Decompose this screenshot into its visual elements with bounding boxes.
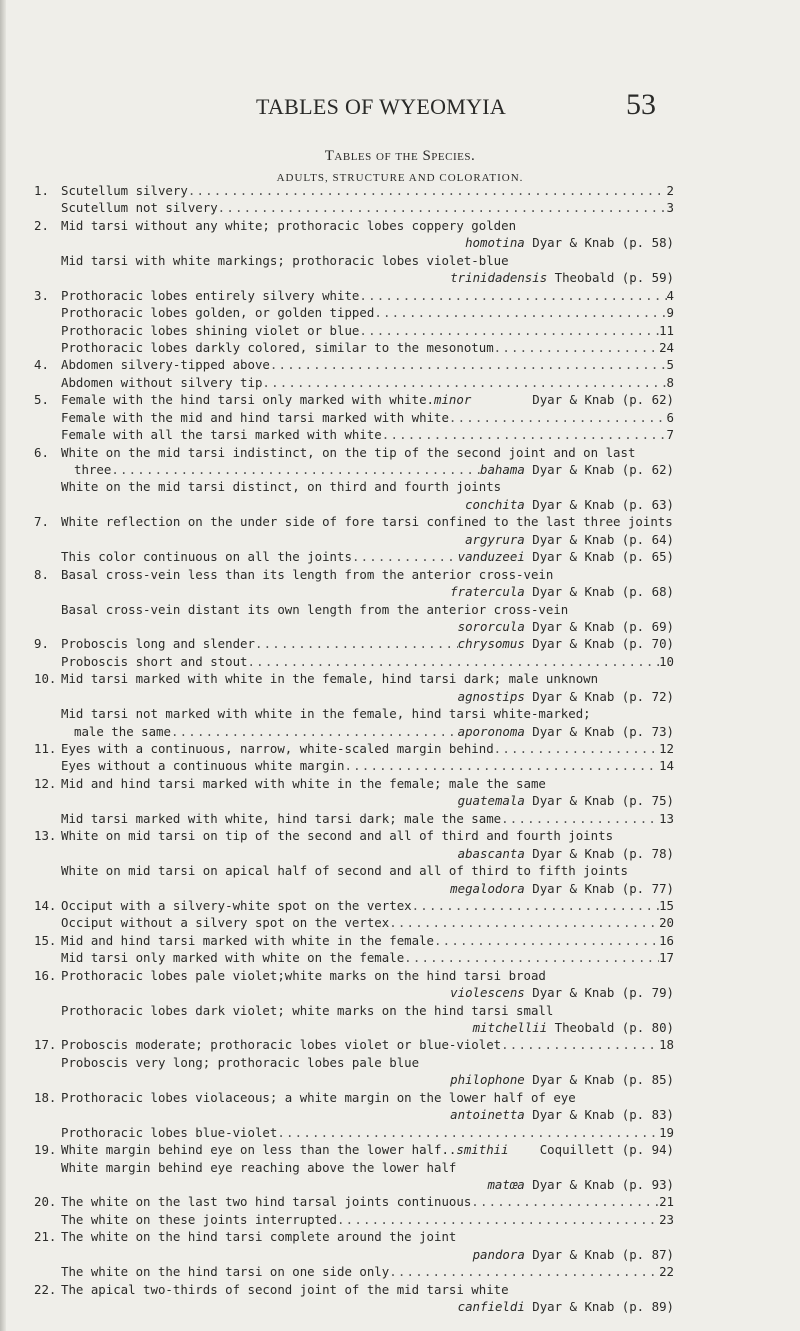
couplet-number: 5. (34, 392, 49, 408)
key-text: Mid tarsi with white markings; prothoracic lobes violet-blue (61, 252, 509, 268)
key-lead (61, 548, 674, 565)
species-citation (458, 1298, 674, 1315)
key-text: three (74, 462, 112, 477)
leader-dots (374, 304, 666, 321)
key-line (34, 496, 674, 513)
leader-dots (111, 461, 480, 478)
species-author: Dyar & Knab (p. 75) (532, 793, 674, 809)
key-line (34, 461, 674, 478)
key-text: Prothoracic lobes blue-violet (61, 1124, 278, 1140)
leader-dots (344, 757, 659, 774)
species-name: guatemala (457, 793, 525, 809)
couplet-number: 2. (34, 217, 49, 233)
leader-dots (389, 914, 659, 931)
leader-dots (404, 949, 659, 966)
species-author: Dyar & Knab (p. 64) (532, 531, 674, 547)
key-line (34, 635, 674, 652)
key-line (34, 269, 674, 286)
species-citation (450, 984, 674, 1001)
key-text: Mid and hind tarsi marked with white in the female (61, 932, 434, 948)
leader-dots (471, 1193, 659, 1210)
key-line (34, 478, 674, 495)
leader-dots (255, 635, 458, 652)
key-line (34, 1298, 674, 1315)
key-line (34, 618, 674, 635)
key-line (34, 897, 674, 914)
key-line (34, 1176, 674, 1193)
species-citation (450, 880, 674, 897)
species-name: minor (434, 392, 472, 408)
key-text: Eyes with a continuous, narrow, white-scaled margin behind (61, 741, 494, 756)
key-lead (61, 304, 674, 321)
key-text: This color continuous on all the joints (61, 549, 352, 565)
key-line (34, 548, 674, 565)
key-line (34, 339, 674, 356)
key-text: White on the mid tarsi indistinct, on the tip of the second joint and on last (61, 444, 636, 460)
leader-dots (382, 426, 667, 443)
key-line (34, 1193, 674, 1210)
key-line (34, 1263, 674, 1280)
key-line (34, 792, 674, 809)
key-line (34, 967, 674, 984)
key-text: Mid tarsi marked with white in the female, hind tarsi dark; male unknown (61, 671, 599, 687)
couplet-reference: 5 (666, 357, 674, 373)
key-line (34, 670, 674, 687)
species-name: canfieldi (457, 1299, 525, 1314)
leader-dots (171, 723, 458, 740)
key-lead (61, 810, 674, 827)
key-line (34, 1071, 674, 1088)
key-line (34, 949, 674, 966)
key-lead (61, 322, 674, 339)
key-lead (61, 1141, 674, 1158)
key-lead (61, 740, 674, 757)
couplet-number: 20. (34, 1194, 57, 1210)
key-lead (61, 949, 674, 966)
species-name: philophone (450, 1072, 525, 1088)
key-line (34, 199, 674, 216)
key-text: Female with the mid and hind tarsi marked with white (61, 409, 449, 425)
key-line (34, 1228, 674, 1245)
leader-dots (412, 897, 659, 914)
key-line (34, 304, 674, 321)
leader-dots (494, 740, 659, 757)
key-lead (61, 356, 674, 373)
species-author: Dyar & Knab (p. 68) (532, 584, 674, 600)
key-lead (61, 426, 674, 443)
species-citation (458, 723, 674, 740)
couplet-reference: 16 (659, 932, 674, 948)
key-text: Proboscis short and stout (61, 653, 248, 669)
key-text: White reflection on the under side of fore tarsi confined to the last three joints (61, 514, 673, 530)
key-line (34, 932, 674, 949)
couplet-reference: 10 (659, 653, 674, 669)
key-line (34, 1106, 674, 1123)
key-line (34, 810, 674, 827)
key-text: Prothoracic lobes dark violet; white marks on the hind tarsi small (61, 1002, 554, 1018)
key-text: Eyes without a continuous white margin (61, 758, 345, 774)
running-title: TABLES OF WYEOMYIA (256, 94, 507, 119)
species-name: homotina (465, 235, 525, 251)
key-text: Female with the hind tarsi only marked with white. (61, 392, 434, 408)
couplet-reference: 18 (659, 1037, 674, 1053)
species-author: Dyar & Knab (p. 78) (532, 845, 674, 861)
species-author: Coquillett (p. 94) (539, 1142, 674, 1158)
leader-dots (494, 339, 659, 356)
species-citation (458, 688, 674, 705)
key-text: The apical two-thirds of second joint of the mid tarsi white (61, 1281, 509, 1297)
species-citation (458, 548, 674, 565)
species-citation (450, 269, 674, 286)
key-lead (61, 1211, 674, 1228)
key-line (34, 182, 674, 199)
leader-dots (501, 810, 659, 827)
key-lead (61, 409, 674, 426)
species-citation (465, 234, 674, 251)
key-line (34, 217, 674, 234)
key-line (34, 1246, 674, 1263)
key-lead (61, 391, 674, 408)
species-author: Dyar & Knab (p. 63) (532, 496, 674, 512)
key-line (34, 845, 674, 862)
couplet-number: 19. (34, 1142, 57, 1158)
key-text: Proboscis moderate; prothoracic lobes violet or blue-violet (61, 1037, 502, 1053)
species-author: Dyar & Knab (p. 73) (532, 723, 674, 739)
species-author: Dyar & Knab (p. 89) (532, 1299, 674, 1314)
key-text: male the same (74, 723, 171, 739)
key-text: White on mid tarsi on tip of the second and all of third and fourth joints (61, 828, 614, 844)
key-lead (61, 757, 674, 774)
leader-dots (188, 182, 667, 199)
key-line (34, 356, 674, 373)
species-citation (450, 1071, 674, 1088)
species-author: Dyar & Knab (p. 62) (532, 462, 674, 477)
species-author: Dyar & Knab (p. 93) (532, 1176, 674, 1192)
species-name: agnostips (457, 688, 525, 704)
species-citation (473, 1019, 674, 1036)
couplet-number: 18. (34, 1089, 57, 1105)
couplet-number: 12. (34, 775, 57, 791)
couplet-number: 7. (34, 514, 49, 530)
key-lead (61, 199, 674, 216)
key-line (34, 426, 674, 443)
couplet-number: 3. (34, 287, 49, 303)
key-line (34, 583, 674, 600)
species-name: megalodora (450, 880, 525, 896)
key-line (34, 1089, 674, 1106)
species-name: pandora (472, 1246, 525, 1262)
species-name: argyrura (465, 531, 525, 547)
key-text: White margin behind eye reaching above the lower half (61, 1159, 457, 1175)
key-text: Scutellum not silvery (61, 200, 218, 216)
key-text: White margin behind eye on less than the lower half.. (61, 1142, 457, 1158)
couplet-reference: 22 (659, 1264, 674, 1280)
key-text: White on the mid tarsi distinct, on third and fourth joints (61, 479, 502, 495)
page-number: 53 (626, 88, 656, 121)
species-name: aporonoma (457, 723, 525, 739)
couplet-number: 16. (34, 967, 57, 983)
key-lead (61, 1193, 674, 1210)
species-author: Dyar & Knab (p. 69) (532, 618, 674, 634)
key-lead (61, 635, 674, 652)
species-name: matœa (487, 1176, 525, 1192)
couplet-reference: 19 (659, 1124, 674, 1140)
key-line (34, 880, 674, 897)
key-text: Mid and hind tarsi marked with white in the female; male the same (61, 775, 546, 791)
couplet-reference: 12 (659, 741, 674, 756)
species-name: mitchellii (472, 1020, 548, 1035)
key-lead (61, 182, 674, 199)
key-lead (74, 723, 674, 740)
couplet-reference: 8 (666, 374, 674, 390)
couplet-reference: 23 (659, 1211, 674, 1227)
couplet-number: 11. (34, 741, 57, 756)
species-name: abascanta (457, 845, 525, 861)
key-text: Prothoracic lobes pale violet;white marks on the hind tarsi broad (61, 967, 546, 983)
section-subtitle: ADULTS, STRUCTURE AND COLORATION. (276, 172, 524, 184)
key-text: Abdomen without silvery tip (61, 374, 263, 390)
leader-dots (218, 199, 667, 216)
key-text: Occiput with a silvery-white spot on the vertex (61, 897, 412, 913)
leader-dots (352, 548, 458, 565)
couplet-number: 8. (34, 566, 49, 582)
couplet-number: 1. (34, 183, 49, 198)
key-line (34, 1124, 674, 1141)
key-text: Prothoracic lobes shining violet or blue (61, 322, 360, 338)
leader-dots (389, 1263, 659, 1280)
key-lead (61, 287, 674, 304)
species-citation (480, 461, 674, 478)
key-line (34, 287, 674, 304)
leader-dots (434, 932, 659, 949)
species-author: Theobald (p. 59) (554, 270, 674, 286)
key-text: The white on the hind tarsi on one side only (61, 1264, 390, 1280)
species-author: Dyar & Knab (p. 85) (532, 1072, 674, 1088)
key-line (34, 322, 674, 339)
key-line (34, 1054, 674, 1071)
couplet-reference: 6 (666, 409, 674, 425)
couplet-reference: 3 (666, 200, 674, 216)
leader-dots (359, 322, 659, 339)
key-text: White on mid tarsi on apical half of second and all of third to fifth joints (61, 863, 628, 879)
species-citation (458, 635, 674, 652)
key-text: Abdomen silvery-tipped above (61, 357, 270, 373)
leader-dots (359, 287, 666, 304)
leader-dots (277, 1124, 659, 1141)
species-author: Dyar & Knab (p. 87) (532, 1246, 674, 1262)
key-line (34, 775, 674, 792)
leader-dots (501, 1036, 659, 1053)
key-line (34, 1141, 674, 1158)
couplet-reference: 13 (659, 810, 674, 826)
species-citation (473, 1246, 674, 1263)
key-text: The white on the last two hind tarsal joints continuous (61, 1194, 472, 1210)
species-name: antoinetta (450, 1107, 525, 1123)
key-line (34, 601, 674, 618)
species-citation (465, 531, 674, 548)
couplet-number: 10. (34, 671, 57, 687)
key-line (34, 827, 674, 844)
key-line (34, 862, 674, 879)
species-author: Dyar & Knab (p. 58) (532, 235, 674, 251)
key-lead (61, 1124, 674, 1141)
species-citation (487, 1176, 674, 1193)
key-text: The white on the hind tarsi complete around the joint (61, 1229, 457, 1245)
species-name: conchita (465, 496, 525, 512)
species-author: Theobald (p. 80) (554, 1020, 674, 1035)
key-line (34, 409, 674, 426)
leader-dots (262, 374, 666, 391)
key-lead (61, 374, 674, 391)
key-line (34, 513, 674, 530)
key-text: Mid tarsi marked with white, hind tarsi dark; male the same (61, 810, 502, 826)
key-lead (61, 914, 674, 931)
couplet-reference: 15 (659, 897, 674, 913)
key-line (34, 444, 674, 461)
key-line (34, 391, 674, 408)
couplet-reference: 11 (659, 322, 674, 338)
species-name: trinidadensis (450, 270, 548, 286)
key-line (34, 723, 674, 740)
species-name: vanduzeei (457, 549, 525, 565)
key-text: Occiput without a silvery spot on the vertex (61, 915, 390, 931)
key-line (34, 1211, 674, 1228)
key-text: Scutellum silvery (61, 183, 188, 198)
species-citation (458, 845, 674, 862)
key-line (34, 1036, 674, 1053)
key-text: Female with all the tarsi marked with white (61, 427, 382, 443)
species-author: Dyar & Knab (p. 62) (532, 392, 674, 408)
species-author: Dyar & Knab (p. 70) (532, 636, 674, 652)
couplet-reference: 4 (666, 287, 674, 303)
key-lead (61, 1263, 674, 1280)
key-text: Proboscis very long; prothoracic lobes pale blue (61, 1054, 420, 1070)
leader-dots (337, 1211, 659, 1228)
leader-dots (449, 409, 667, 426)
species-name: fratercula (450, 584, 525, 600)
couplet-reference: 2 (666, 183, 674, 198)
key-lead (61, 653, 674, 670)
key-text: Proboscis long and slender (61, 636, 255, 652)
species-citation (458, 618, 674, 635)
leader-dots (270, 356, 667, 373)
key-text: The white on these joints interrupted (61, 1211, 338, 1227)
couplet-number: 17. (34, 1037, 57, 1053)
species-citation (450, 583, 674, 600)
couplet-number: 22. (34, 1281, 57, 1297)
species-author: Dyar & Knab (p. 72) (532, 688, 674, 704)
key-line (34, 688, 674, 705)
couplet-reference: 7 (666, 427, 674, 443)
key-line (34, 1019, 674, 1036)
species-citation (465, 496, 674, 513)
species-name: smithii (456, 1142, 509, 1158)
species-citation (450, 1106, 674, 1123)
couplet-reference: 21 (659, 1194, 674, 1210)
key-text: Mid tarsi not marked with white in the female, hind tarsi white-marked; (61, 706, 591, 722)
key-text: Basal cross-vein less than its length from the anterior cross-vein (61, 566, 554, 582)
key-text: Mid tarsi without any white; prothoracic lobes coppery golden (61, 217, 517, 233)
key-line (34, 1281, 674, 1298)
species-name: bahama (480, 462, 525, 477)
species-citation (458, 792, 674, 809)
key-line (34, 914, 674, 931)
couplet-number: 6. (34, 444, 49, 460)
running-header (0, 88, 800, 128)
couplet-reference: 9 (666, 305, 674, 321)
key-line (34, 374, 674, 391)
section-title: Tables of the Species. (324, 148, 476, 164)
species-name: violescens (450, 985, 525, 1001)
species-author: Dyar & Knab (p. 65) (532, 549, 674, 565)
couplet-number: 21. (34, 1229, 57, 1245)
couplet-reference: 17 (659, 950, 674, 966)
species-author: Dyar & Knab (p. 83) (532, 1107, 674, 1123)
key-line (34, 1159, 674, 1176)
key-text: Prothoracic lobes darkly colored, similar to the mesonotum (61, 339, 494, 355)
species-author: Dyar & Knab (p. 77) (532, 880, 674, 896)
couplet-number: 13. (34, 828, 57, 844)
key-lead (61, 932, 674, 949)
key-line (34, 234, 674, 251)
key-line (34, 653, 674, 670)
couplet-number: 15. (34, 932, 57, 948)
key-lead (61, 897, 674, 914)
page-edge (0, 0, 6, 1331)
couplet-reference: 20 (659, 915, 674, 931)
key-lead (74, 461, 674, 478)
key-line (34, 740, 674, 757)
species-name: chrysomus (457, 636, 525, 652)
couplet-number: 14. (34, 897, 57, 913)
key-text: Prothoracic lobes entirely silvery white (61, 287, 360, 303)
couplet-reference: 14 (659, 758, 674, 774)
leader-dots (248, 653, 660, 670)
key-line (34, 705, 674, 722)
key-lead (61, 339, 674, 356)
species-key (34, 182, 674, 1315)
species-name: sororcula (457, 618, 525, 634)
species-author: Dyar & Knab (p. 79) (532, 985, 674, 1001)
couplet-number: 9. (34, 636, 49, 652)
key-line (34, 566, 674, 583)
couplet-reference: 24 (659, 339, 674, 355)
key-line (34, 984, 674, 1001)
key-text: Prothoracic lobes golden, or golden tipped (61, 305, 375, 321)
key-text: Basal cross-vein distant its own length from the anterior cross-vein (61, 601, 569, 617)
key-text: Prothoracic lobes violaceous; a white margin on the lower half of eye (61, 1089, 576, 1105)
key-line (34, 757, 674, 774)
key-text: Mid tarsi only marked with white on the female (61, 950, 405, 966)
key-line (34, 531, 674, 548)
couplet-number: 4. (34, 357, 49, 373)
key-line (34, 252, 674, 269)
key-line (34, 1002, 674, 1019)
key-lead (61, 1036, 674, 1053)
